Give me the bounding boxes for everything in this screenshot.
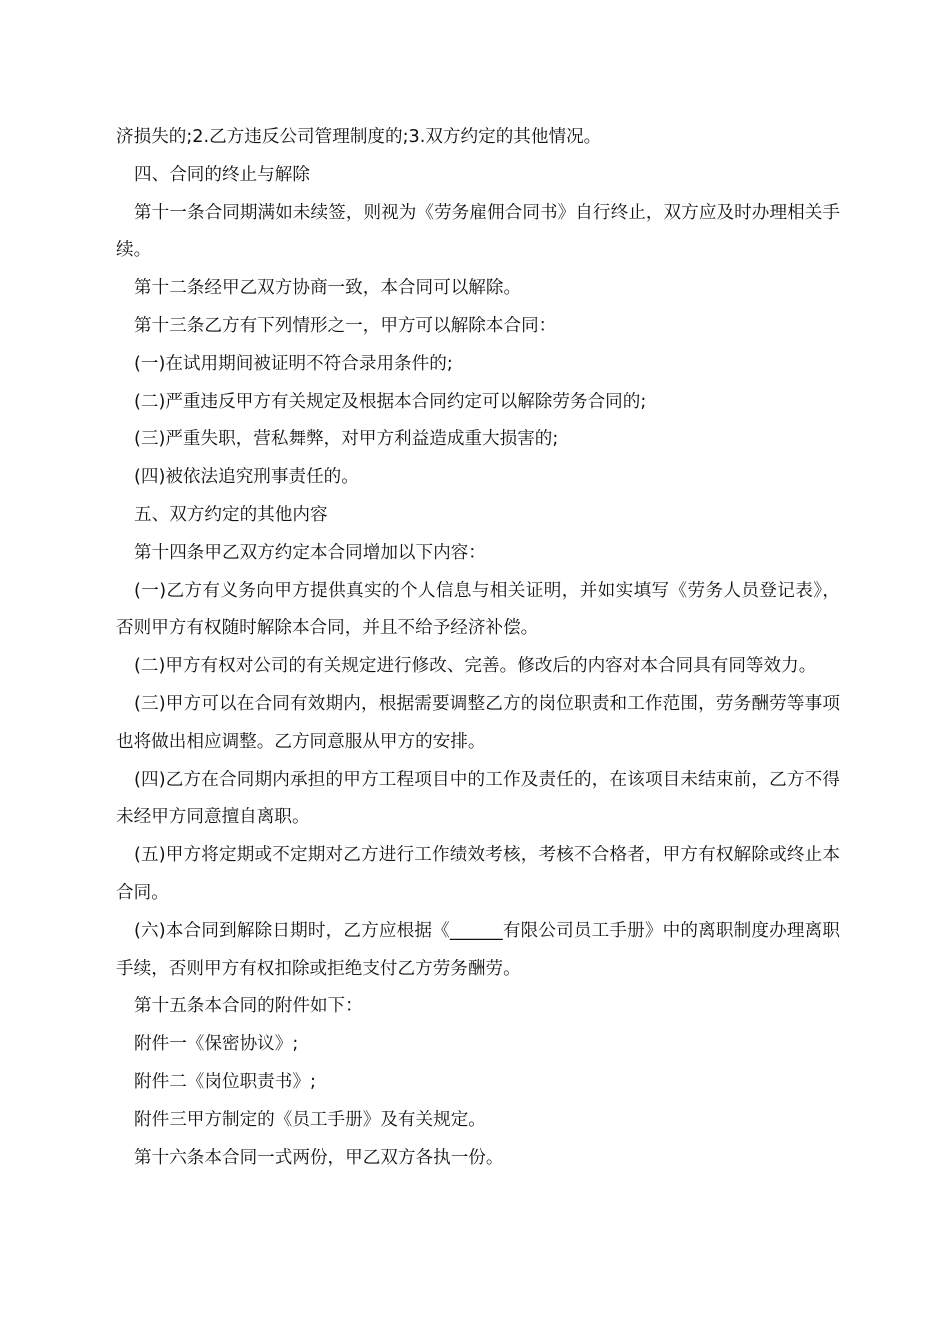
article-14-item-3: (三)甲方可以在合同有效期内，根据需要调整乙方的岗位职责和工作范围，劳务酬劳等事项也将做出相应调整。乙方同意服从甲方的安排。 bbox=[116, 693, 840, 752]
article-14-item-6: (六)本合同到解除日期时，乙方应根据《______有限公司员工手册》中的离职制度办理离职手续，否则甲方有权扣除或拒绝支付乙方劳务酬劳。 bbox=[116, 920, 840, 979]
article-12: 第十二条经甲乙双方协商一致，本合同可以解除。 bbox=[134, 278, 522, 299]
article-14-item-5: (五)甲方将定期或不定期对乙方进行工作绩效考核，考核不合格者，甲方有权解除或终止本合同。 bbox=[116, 845, 840, 903]
article-14-item-4: (四)乙方在合同期内承担的甲方工程项目中的工作及责任的，在该项目未结束前，乙方不得未经甲方同意擅自离职。 bbox=[116, 769, 840, 828]
article-13-item-2: (二)严重违反甲方有关规定及根据本合同约定可以解除劳务合同的; bbox=[134, 391, 647, 412]
attachment-2: 附件二《岗位职责书》; bbox=[134, 1071, 316, 1092]
article-13: 第十三条乙方有下列情形之一，甲方可以解除本合同： bbox=[134, 315, 557, 336]
article-14: 第十四条甲乙双方约定本合同增加以下内容： bbox=[134, 542, 486, 563]
article-14-item-1: (一)乙方有义务向甲方提供真实的个人信息与相关证明，并如实填写《劳务人员登记表》，否则甲方有权随时解除本合同，并且不给予经济补偿。 bbox=[116, 580, 840, 639]
section-heading-5: 五、双方约定的其他内容 bbox=[134, 504, 328, 525]
paragraph-continuation: 济损失的;2.乙方违反公司管理制度的;3.双方约定的其他情况。 bbox=[116, 127, 602, 147]
article-11: 第十一条合同期满如未续签，则视为《劳务雇佣合同书》自行终止，双方应及时办理相关手续。 bbox=[116, 202, 840, 261]
section-heading-4: 四、合同的终止与解除 bbox=[134, 164, 310, 185]
article-13-item-4: (四)被依法追究刑事责任的。 bbox=[134, 467, 359, 488]
attachment-1: 附件一《保密协议》; bbox=[134, 1034, 299, 1055]
article-13-item-3: (三)严重失职，营私舞弊，对甲方利益造成重大损害的; bbox=[134, 429, 559, 450]
attachment-3: 附件三甲方制定的《员工手册》及有关规定。 bbox=[134, 1109, 486, 1130]
article-15: 第十五条本合同的附件如下： bbox=[134, 996, 363, 1017]
article-14-item-2: (二)甲方有权对公司的有关规定进行修改、完善。修改后的内容对本合同具有同等效力。 bbox=[134, 656, 817, 677]
document-body bbox=[116, 119, 840, 1177]
article-16: 第十六条本合同一式两份，甲乙双方各执一份。 bbox=[134, 1147, 504, 1168]
article-13-item-1: (一)在试用期间被证明不符合录用条件的; bbox=[134, 353, 453, 374]
